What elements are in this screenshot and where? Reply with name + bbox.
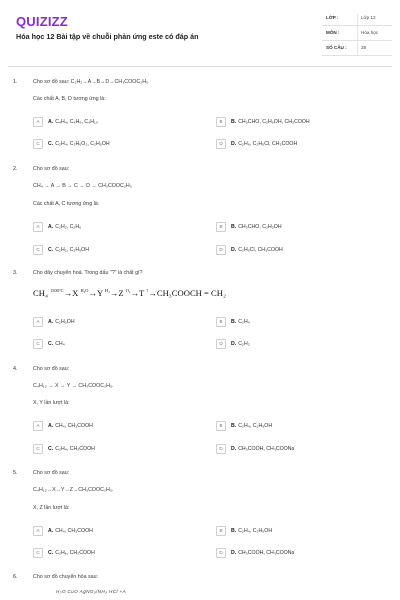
meta-subject [322,27,392,41]
option-box[interactable]: A [33,117,43,127]
question-number: 4. [13,366,18,372]
meta-class-value: Lớp 12 [361,15,376,20]
option-box[interactable]: C [33,245,43,255]
option-b[interactable] [216,116,310,127]
option-letter: B. [231,318,237,325]
option-letter: A. [48,422,54,429]
question-text: Cho sơ đồ chuyển hóa sau: [33,574,99,580]
chain-condition: H₂O [80,288,89,294]
question-text: Cho dãy chuyển hoá. Trong dấu "?" là chất gì? [33,270,143,276]
option-letter: D. [231,549,237,556]
chain-product: T [139,288,145,298]
option-letter: B. [231,223,237,230]
question-scheme: C₄H₁₀ → X → Y → CH₃COOC₂H₅. [33,383,114,389]
meta-class [322,12,392,26]
meta-subject-value: Hóa học [361,30,379,35]
option-text: C₂H₂ [238,340,250,347]
option-box[interactable]: C [33,339,43,349]
option-letter: D. [231,340,237,347]
header-divider [8,66,392,67]
option-letter: B. [231,527,237,534]
option-d[interactable] [216,443,294,454]
option-text: CH₃COOH, CH₃COONa [238,549,295,556]
option-d[interactable] [216,338,250,349]
option-text: C₂H₄, C₂H₅OH [238,422,273,429]
option-text: CH₄, CH₃COOH [55,527,93,534]
meta-class-label: LỚP : [326,15,339,20]
option-c[interactable] [33,244,89,255]
option-letter: A. [48,223,54,230]
option-box[interactable]: C [33,139,43,149]
option-text: CH₄, CH₃COOH [55,422,93,429]
option-text: C₂H₅OH [55,318,75,325]
option-text: C₂H₂, C₂H₆ [55,223,82,230]
question-prompt: X, Z lần lượt là: [33,505,70,511]
chain-condition: H₂ [105,288,110,294]
question-scheme: CH₄ → A → B → C → D → CH₃COOC₂H₅ [33,183,132,189]
question-number: 6. [13,574,18,580]
option-text: CH₃COOH, CH₃COONa [238,445,295,452]
option-box[interactable]: D [216,139,226,149]
option-letter: C. [48,340,54,347]
question-text: Cho sơ đồ sau: [33,166,70,172]
option-b[interactable] [216,221,282,232]
option-c[interactable] [33,547,95,558]
option-c[interactable] [33,443,95,454]
question-number: 1. [13,79,18,85]
option-letter: C. [48,246,54,253]
question-scheme: C₄H₁₀→X→Y→Z→CH₃COOC₂H₅. [33,487,114,493]
option-text: C₂H₆, C₂H₅Cl, CH₃COOH [238,140,298,147]
option-text: CH₃CHO, C₂H₅OH, CH₃COOH [238,118,310,125]
chain-product: CH₃COOCH = CH₂ [156,288,226,298]
option-a[interactable] [33,316,75,327]
reaction-chain: CH₄ $^{1500^\circ C}$→X $^{H_2O}$→Y $^{H_2}$→Z $^{O_2}$→T ?→CH₃COOCH = CH₂ [33,288,226,298]
option-box[interactable]: D [216,245,226,255]
meta-count-value: 28 [361,45,367,50]
option-box[interactable]: D [216,444,226,454]
option-box[interactable]: B [216,317,226,327]
option-a[interactable] [33,525,93,536]
quizizz-logo: QUIZIZZ [16,14,68,29]
question-number: 5. [13,470,18,476]
reaction-conditions: H₂O CuO AgNO₃/NH₃ HCl +A [56,589,127,594]
option-box[interactable]: C [33,444,43,454]
chain-condition: O₂ [125,288,131,294]
option-box[interactable]: D [216,548,226,558]
option-a[interactable] [33,221,81,232]
option-b[interactable] [216,316,250,327]
option-box[interactable]: B [216,526,226,536]
chain-product: X [72,288,79,298]
option-text: CH₄ [55,340,65,347]
meta-question-count [322,42,392,56]
option-a[interactable] [33,420,93,431]
chain-product: Z [118,288,124,298]
chain-condition: ? [146,288,149,294]
option-letter: D. [231,445,237,452]
page-title: Hóa học 12 Bài tập về chuỗi phản ứng este có đáp án [16,32,199,41]
option-letter: A. [48,118,54,125]
option-d[interactable] [216,138,297,149]
meta-subject-label: MÔN : [326,30,340,35]
question-text: Cho sơ đồ sau: [33,366,70,372]
question-text: Cho sơ đồ sau: C₂H₂→A→B→D→CH₃COOC₂H₅ [33,79,149,85]
question-number: 2. [13,166,18,172]
option-box[interactable]: C [33,548,43,558]
question-prompt: X, Y lần lượt là: [33,400,70,406]
option-letter: C. [48,549,54,556]
option-c[interactable] [33,138,110,149]
option-text: C₂H₆, CH₃COOH [55,549,95,556]
option-box[interactable]: A [33,222,43,232]
option-box[interactable]: B [216,222,226,232]
option-box[interactable]: A [33,317,43,327]
option-text: C₂H₄, C₂H₅OH [238,527,273,534]
option-text: CH₃CHO, C₂H₅OH [238,223,282,230]
option-letter: B. [231,422,237,429]
question-prompt: Các chất A, B, D tương ứng là: [33,96,106,102]
meta-count-label: SỐ CÂU : [326,45,347,50]
option-d[interactable] [216,547,294,558]
chain-condition: 1500°C [50,288,64,294]
option-text: C₄H₄, C₄H₆, C₄H₁₀ [55,118,98,125]
option-box[interactable]: A [33,421,43,431]
option-a[interactable] [33,116,98,127]
option-box[interactable]: B [216,421,226,431]
option-letter: A. [48,318,54,325]
option-letter: B. [231,118,237,125]
option-box[interactable]: D [216,339,226,349]
option-letter: D. [231,140,237,147]
chain-start: CH₄ [33,288,48,298]
option-text: C₂H₂, C₂H₅OH [55,246,89,253]
option-text: C₂H₅Cl, CH₃COOH [238,246,283,253]
option-text: C₂H₄, C₂H₆O₂, C₂H₅OH [55,140,110,147]
option-box[interactable]: A [33,526,43,536]
option-text: C₂H₄ [238,318,250,325]
option-box[interactable]: B [216,117,226,127]
option-letter: D. [231,246,237,253]
question-number: 3. [13,270,18,276]
option-letter: C. [48,140,54,147]
option-text: C₂H₄, CH₃COOH [55,445,95,452]
option-b[interactable] [216,420,272,431]
option-letter: A. [48,527,54,534]
option-d[interactable] [216,244,283,255]
option-letter: C. [48,445,54,452]
option-b[interactable] [216,525,272,536]
question-prompt: Các chất A, C tương ứng là: [33,201,100,207]
chain-product: Y [97,288,103,298]
document-header [0,0,400,66]
question-text: Cho sơ đồ sau: [33,470,70,476]
option-c[interactable] [33,338,65,349]
